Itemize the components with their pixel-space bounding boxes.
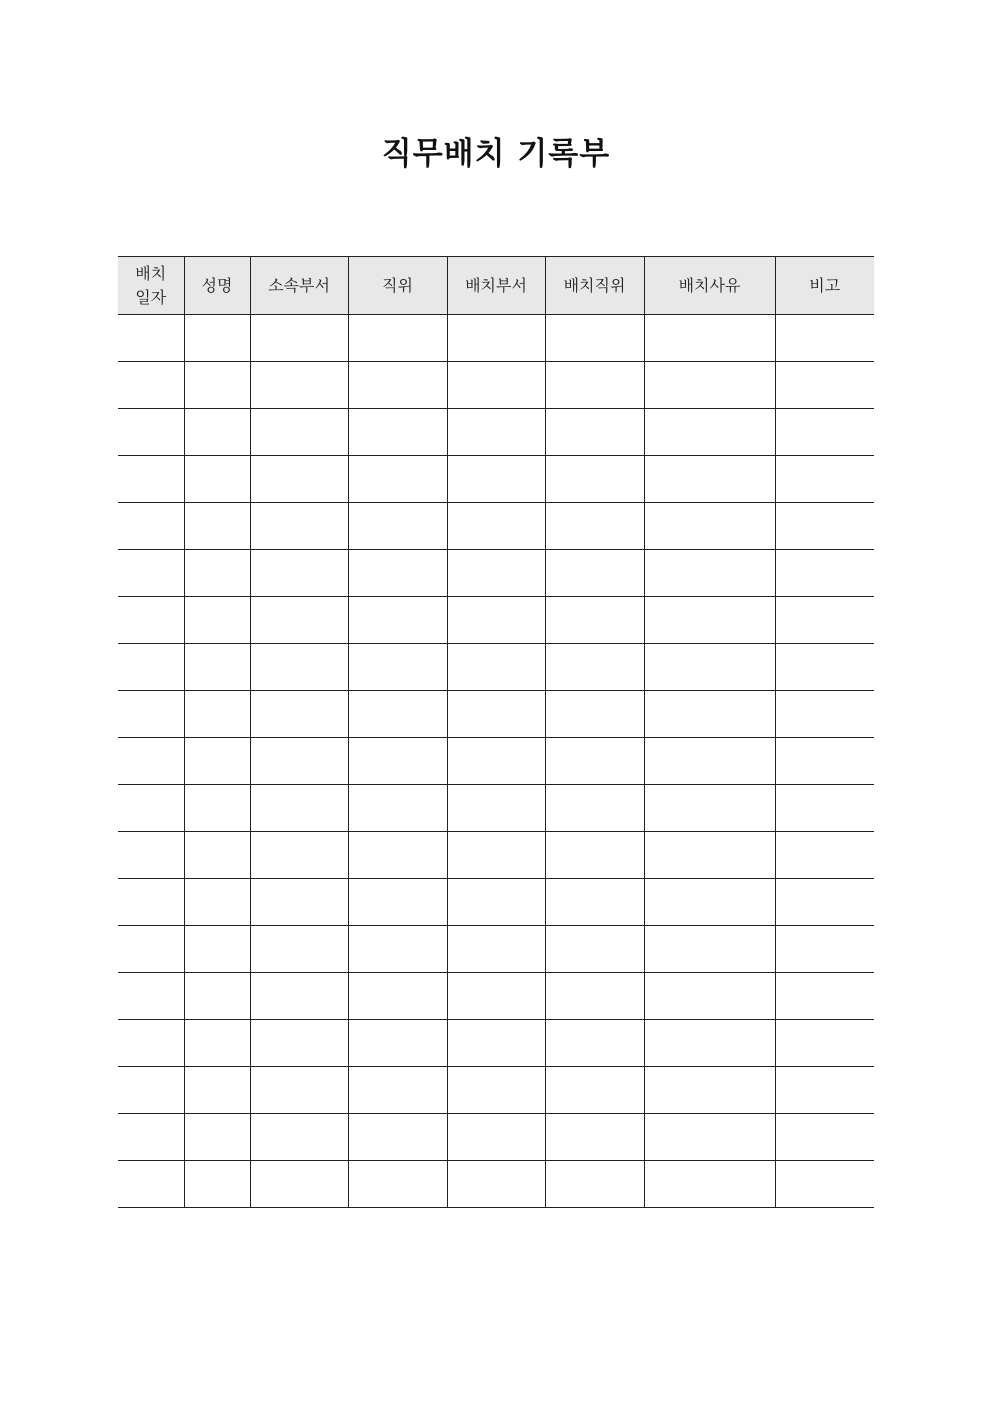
table-cell[interactable] (348, 785, 447, 832)
table-cell[interactable] (545, 1020, 644, 1067)
table-body (118, 315, 874, 1208)
table-cell[interactable] (250, 879, 348, 926)
table-row (118, 503, 874, 550)
table-cell[interactable] (775, 832, 874, 879)
table-cell[interactable] (348, 597, 447, 644)
table-cell[interactable] (447, 738, 545, 785)
table-row (118, 832, 874, 879)
table-cell[interactable] (644, 456, 775, 503)
table-cell[interactable] (447, 1114, 545, 1161)
table-cell[interactable] (250, 1020, 348, 1067)
table-cell[interactable] (250, 926, 348, 973)
table-cell[interactable] (775, 362, 874, 409)
table-cell[interactable] (184, 738, 250, 785)
table-cell[interactable] (250, 1161, 348, 1208)
table-row (118, 691, 874, 738)
table-cell[interactable] (250, 691, 348, 738)
table-cell[interactable] (447, 550, 545, 597)
table-cell[interactable] (118, 738, 184, 785)
table-cell[interactable] (545, 973, 644, 1020)
table-cell[interactable] (348, 456, 447, 503)
table-cell[interactable] (348, 409, 447, 456)
table-cell[interactable] (775, 503, 874, 550)
table-cell[interactable] (184, 597, 250, 644)
table-cell[interactable] (348, 315, 447, 362)
table-cell[interactable] (644, 597, 775, 644)
table-cell[interactable] (348, 1020, 447, 1067)
table-cell[interactable] (184, 550, 250, 597)
table-cell[interactable] (447, 644, 545, 691)
table-cell[interactable] (250, 644, 348, 691)
table-row (118, 1020, 874, 1067)
table-cell[interactable] (545, 409, 644, 456)
table-cell[interactable] (644, 973, 775, 1020)
header-placement-reason: 배치사유 (644, 257, 775, 315)
table-cell[interactable] (545, 879, 644, 926)
table-cell[interactable] (644, 785, 775, 832)
table-cell[interactable] (644, 1020, 775, 1067)
table-row (118, 879, 874, 926)
table-cell[interactable] (545, 1161, 644, 1208)
table-cell[interactable] (250, 738, 348, 785)
table-cell[interactable] (184, 1114, 250, 1161)
table-cell[interactable] (447, 362, 545, 409)
table-cell[interactable] (184, 644, 250, 691)
table-cell[interactable] (118, 362, 184, 409)
table-cell[interactable] (447, 456, 545, 503)
table-cell[interactable] (545, 691, 644, 738)
header-name: 성명 (184, 257, 250, 315)
table-cell[interactable] (644, 1114, 775, 1161)
table-cell[interactable] (348, 691, 447, 738)
table-cell[interactable] (545, 738, 644, 785)
table-row (118, 926, 874, 973)
table-cell[interactable] (775, 597, 874, 644)
table-cell[interactable] (118, 1020, 184, 1067)
table-cell[interactable] (118, 1161, 184, 1208)
table-cell[interactable] (348, 1161, 447, 1208)
header-placement-department: 배치부서 (447, 257, 545, 315)
table-cell[interactable] (118, 503, 184, 550)
table-cell[interactable] (184, 1020, 250, 1067)
table-cell[interactable] (250, 456, 348, 503)
table-cell[interactable] (447, 409, 545, 456)
table-cell[interactable] (348, 503, 447, 550)
table-row (118, 315, 874, 362)
table-cell[interactable] (118, 1114, 184, 1161)
table-cell[interactable] (250, 315, 348, 362)
table-cell[interactable] (184, 879, 250, 926)
table-cell[interactable] (545, 597, 644, 644)
table-row (118, 1161, 874, 1208)
table-cell[interactable] (348, 1114, 447, 1161)
table-cell[interactable] (644, 315, 775, 362)
table-cell[interactable] (184, 973, 250, 1020)
table-row (118, 550, 874, 597)
table-cell[interactable] (644, 503, 775, 550)
table-cell[interactable] (184, 456, 250, 503)
table-cell[interactable] (348, 1067, 447, 1114)
table-cell[interactable] (545, 362, 644, 409)
table-row (118, 785, 874, 832)
table-row (118, 973, 874, 1020)
table-cell[interactable] (250, 832, 348, 879)
table-cell[interactable] (644, 362, 775, 409)
header-row (118, 257, 874, 315)
table-cell[interactable] (775, 550, 874, 597)
table-cell[interactable] (348, 644, 447, 691)
table-cell[interactable] (775, 1114, 874, 1161)
table-row (118, 456, 874, 503)
header-placement-date-line2: 일자 (135, 287, 167, 307)
table-cell[interactable] (250, 597, 348, 644)
table-cell[interactable] (118, 456, 184, 503)
table-cell[interactable] (447, 315, 545, 362)
table-cell[interactable] (545, 926, 644, 973)
table-cell[interactable] (775, 315, 874, 362)
table-row (118, 1114, 874, 1161)
header-placement-date (118, 257, 184, 315)
table-cell[interactable] (644, 738, 775, 785)
table-cell[interactable] (184, 409, 250, 456)
table-cell[interactable] (250, 503, 348, 550)
table-cell[interactable] (184, 315, 250, 362)
table-cell[interactable] (545, 1114, 644, 1161)
table-cell[interactable] (447, 1020, 545, 1067)
table-cell[interactable] (775, 409, 874, 456)
table-cell[interactable] (118, 832, 184, 879)
header-placement-position: 배치직위 (545, 257, 644, 315)
table-cell[interactable] (118, 879, 184, 926)
table-cell[interactable] (447, 832, 545, 879)
table-cell[interactable] (118, 785, 184, 832)
table-cell[interactable] (775, 738, 874, 785)
table-cell[interactable] (118, 597, 184, 644)
table-cell[interactable] (348, 738, 447, 785)
table-row (118, 362, 874, 409)
header-current-department: 소속부서 (250, 257, 348, 315)
table-cell[interactable] (184, 1067, 250, 1114)
table-cell[interactable] (775, 785, 874, 832)
table-cell[interactable] (644, 832, 775, 879)
table-cell[interactable] (644, 691, 775, 738)
table-cell[interactable] (250, 550, 348, 597)
table-cell[interactable] (118, 315, 184, 362)
table-cell[interactable] (184, 785, 250, 832)
table-cell[interactable] (348, 926, 447, 973)
table-cell[interactable] (775, 973, 874, 1020)
table-cell[interactable] (250, 1067, 348, 1114)
table-cell[interactable] (775, 1161, 874, 1208)
table-cell[interactable] (447, 1067, 545, 1114)
table-cell[interactable] (644, 409, 775, 456)
table-cell[interactable] (545, 315, 644, 362)
table-cell[interactable] (118, 973, 184, 1020)
table-cell[interactable] (644, 1067, 775, 1114)
table-cell[interactable] (545, 1067, 644, 1114)
table-cell[interactable] (184, 1161, 250, 1208)
table-cell[interactable] (348, 832, 447, 879)
table-cell[interactable] (118, 644, 184, 691)
table-cell[interactable] (775, 456, 874, 503)
header-placement-date-line1: 배치 (135, 263, 167, 283)
table-cell[interactable] (118, 926, 184, 973)
table-cell[interactable] (775, 1020, 874, 1067)
table-row (118, 409, 874, 456)
table-cell[interactable] (250, 1114, 348, 1161)
table-cell[interactable] (250, 785, 348, 832)
table-cell[interactable] (447, 1161, 545, 1208)
table-cell[interactable] (118, 550, 184, 597)
table-cell[interactable] (348, 879, 447, 926)
table-cell[interactable] (545, 832, 644, 879)
table-cell[interactable] (250, 409, 348, 456)
table-cell[interactable] (184, 362, 250, 409)
table-cell[interactable] (644, 879, 775, 926)
table-row (118, 597, 874, 644)
table-cell[interactable] (348, 973, 447, 1020)
table-cell[interactable] (184, 832, 250, 879)
table-cell[interactable] (348, 362, 447, 409)
table-cell[interactable] (184, 503, 250, 550)
table-cell[interactable] (545, 503, 644, 550)
table-cell[interactable] (184, 691, 250, 738)
table-cell[interactable] (447, 785, 545, 832)
table-cell[interactable] (775, 879, 874, 926)
table-cell[interactable] (644, 644, 775, 691)
table-cell[interactable] (184, 926, 250, 973)
table-row (118, 1067, 874, 1114)
table-cell[interactable] (447, 926, 545, 973)
table-cell[interactable] (447, 597, 545, 644)
table-cell[interactable] (447, 879, 545, 926)
table-cell[interactable] (118, 409, 184, 456)
table-cell[interactable] (545, 644, 644, 691)
table-cell[interactable] (644, 926, 775, 973)
table-cell[interactable] (118, 691, 184, 738)
table-cell[interactable] (775, 1067, 874, 1114)
table-cell[interactable] (775, 691, 874, 738)
table-cell[interactable] (545, 456, 644, 503)
table-cell[interactable] (447, 973, 545, 1020)
table-cell[interactable] (545, 550, 644, 597)
header-position: 직위 (348, 257, 447, 315)
table-cell[interactable] (644, 1161, 775, 1208)
table-cell[interactable] (447, 691, 545, 738)
table-cell[interactable] (348, 550, 447, 597)
table-row (118, 738, 874, 785)
table-cell[interactable] (644, 550, 775, 597)
table-row (118, 644, 874, 691)
table-cell[interactable] (118, 1067, 184, 1114)
placement-record-table (118, 256, 874, 1208)
table-cell[interactable] (447, 503, 545, 550)
header-remarks: 비고 (775, 257, 874, 315)
table-cell[interactable] (545, 785, 644, 832)
table-cell[interactable] (775, 926, 874, 973)
page-title: 직무배치 기록부 (381, 136, 611, 172)
table-cell[interactable] (250, 362, 348, 409)
table-cell[interactable] (250, 973, 348, 1020)
table-cell[interactable] (775, 644, 874, 691)
